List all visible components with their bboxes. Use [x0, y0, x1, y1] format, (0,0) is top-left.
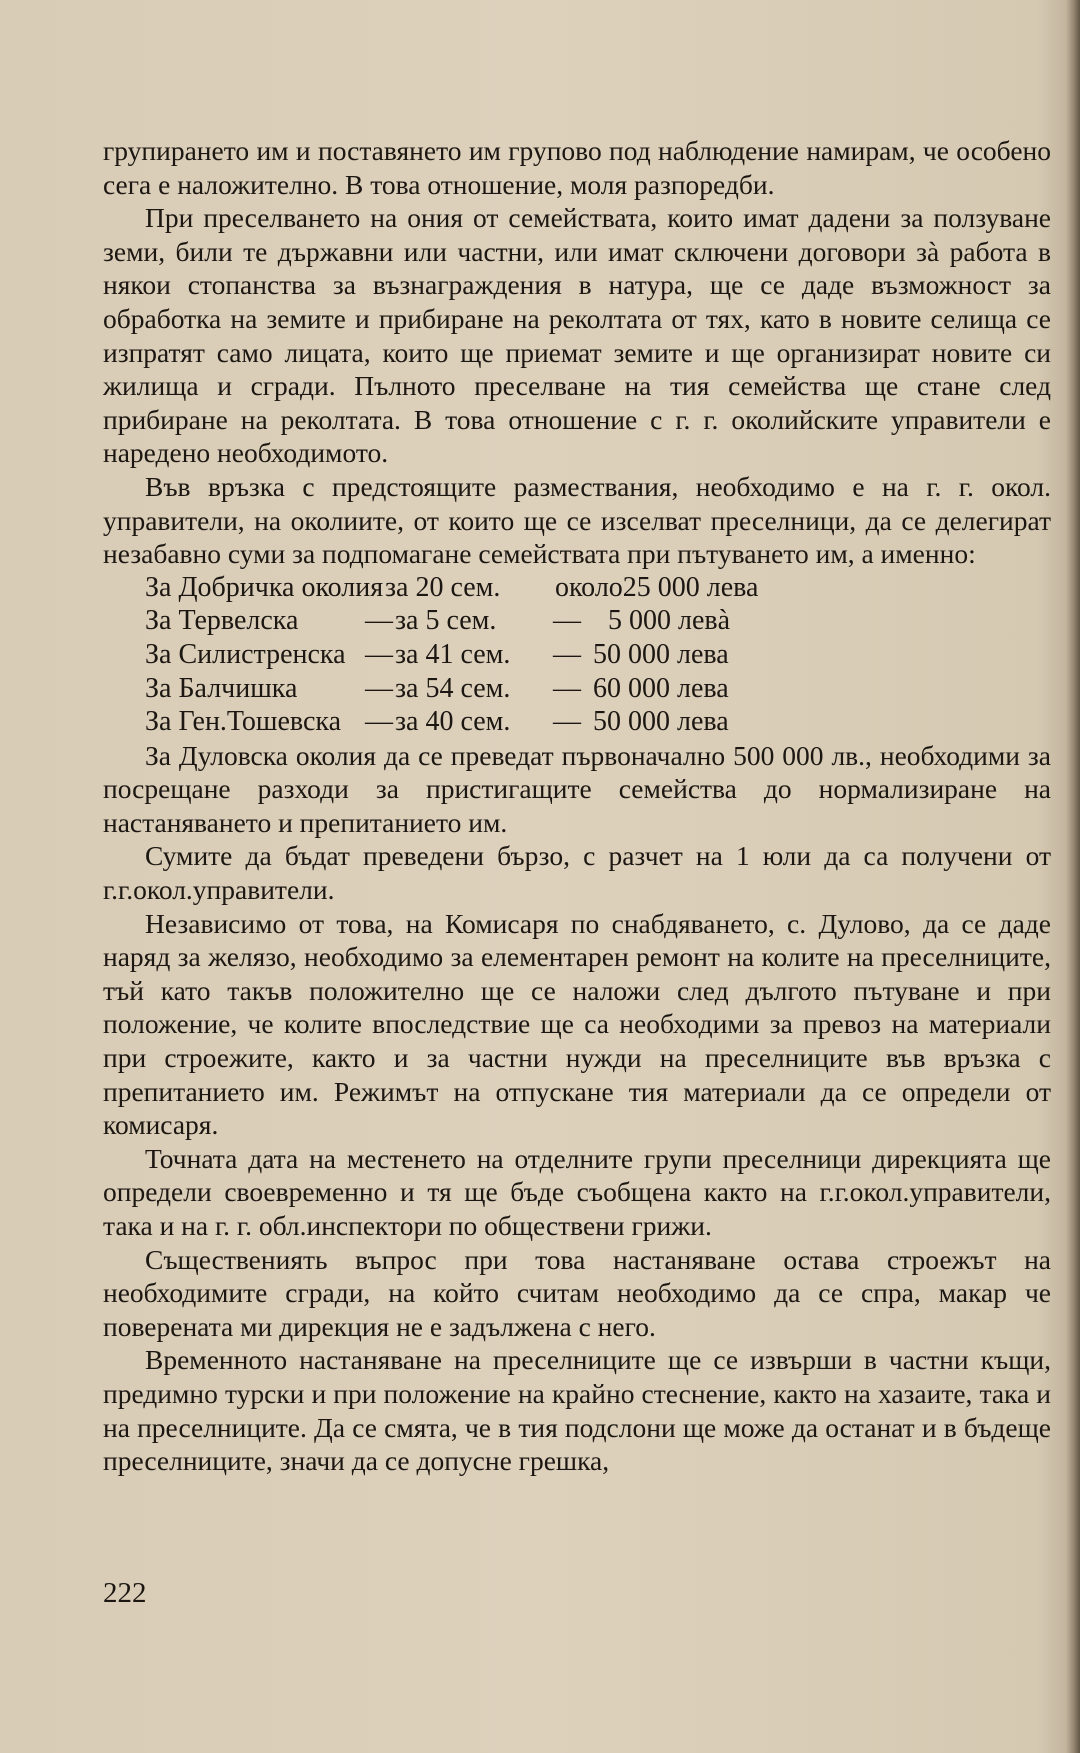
allocation-row [103, 672, 1051, 706]
allocation-row [103, 571, 1051, 605]
page-edge-shadow [1066, 0, 1080, 1753]
allocation-amount: 60 000 лева [593, 672, 729, 704]
paragraph-2: При преселването на ония от семействата, които имат дадени за ползуване земи, били те държавни или частни, или имат сключени договори зà работа в някои стопанства за възнаграждения в натура, ще се даде възможност за обработка на земите и прибиране на реколтата от тях, като в новите селища се изпратят само лицата, които ще приемат земите и ще организират новите си жилища и сгради. Пълното преселване на тия семейства ще стане след прибиране на реколтата. В това отношение с г. г. околийските управители е наредено необходимото. [103, 202, 1051, 469]
allocation-dash: — [553, 706, 581, 738]
paragraph-8: Съществениять въпрос при това настаняване остава строежът на необходимите сгради, на който считам необходимо да се спра, макар че поверената ми дирекция не е задължена с него. [103, 1243, 1051, 1342]
allocation-dash: — [553, 638, 581, 670]
allocation-amount: 50 000 лева [593, 638, 729, 670]
allocation-families: за 40 сем. [395, 706, 511, 738]
paragraph-9: Временното настаняване на преселниците ще се извърши в частни къщи, предимно турски и при положение на крайно стеснение, както на хазаите, така и на преселниците. Да се смята, че в тия подслони ще може да останат и в бъдеще преселниците, значи да се допусне грешка, [103, 1344, 1051, 1477]
allocation-row [103, 604, 1051, 638]
allocation-families: за 5 сем. [395, 605, 497, 637]
allocation-region: За Тервелска [145, 605, 299, 637]
allocation-dash: — [365, 605, 393, 637]
allocation-region: За Силистренска [145, 638, 346, 670]
paragraph-5: Сумите да бъдат преведени бързо, с разчет на 1 юли да са получени от г.г.окол.управители. [103, 840, 1051, 906]
paragraph-1: групирането им и поставянето им групово под наблюдение намирам, че особено сега е наложително. В това отношение, моля разпоредби. [103, 135, 1051, 200]
allocation-amount: 50 000 лева [593, 706, 729, 738]
allocation-families: за 54 сем. [395, 672, 511, 704]
paragraph-3: Във връзка с предстоящите размествания, необходимо е на г. г. окол. управители, на околиите, от които ще се изселват преселници, да се делегират незабавно суми за подпомагане семействата при пътуването им, а именно: [103, 470, 1051, 570]
allocation-dash: — [553, 605, 581, 637]
allocation-families: за 41 сем. [395, 638, 511, 670]
text-body [103, 134, 1051, 1478]
allocation-dash: — [365, 638, 393, 670]
allocation-dash: — [365, 706, 393, 738]
page-number: 222 [103, 1577, 147, 1609]
allocation-row [103, 705, 1051, 739]
allocation-dash: — [365, 672, 393, 704]
allocation-amount: 5 000 левà [608, 605, 731, 637]
allocation-region: За Балчишка [145, 672, 298, 704]
allocation-row [103, 638, 1051, 672]
allocation-dash: — [553, 672, 581, 704]
allocation-families: за 20 сем. [385, 571, 501, 603]
paragraph-6: Независимо от това, на Комисаря по снабдяването, с. Дулово, да се даде наряд за желязо, необходимо за елементарен ремонт на колите на преселниците, тъй като такъв положително ще се наложи след дългото пътуване и при положение, че колите впоследствие ще са необходими за превоз на материали при строежите, както и за частни нужди на преселниците във връзка с препитанието им. Режимът на отпускане тия материали да се определи от комисаря. [103, 907, 1051, 1141]
allocation-amount: около25 000 лева [555, 571, 759, 603]
paragraph-4: За Дуловска околия да се преведат първоначално 500 000 лв., необходими за посрещане разходи за пристигащите семейства до нормализиране на настаняването и препитанието им. [103, 739, 1051, 838]
allocation-table [103, 571, 1051, 739]
paragraph-7: Точната дата на местенето на отделните групи преселници дирекцията ще определи своевременно и тя ще бъде съобщена както на г.г.окол.управители, така и на г. г. обл.инспектори по обществени грижи. [103, 1142, 1051, 1241]
allocation-region: За Добричка околия [145, 571, 384, 603]
allocation-region: За Ген.Тошевска [145, 706, 341, 738]
